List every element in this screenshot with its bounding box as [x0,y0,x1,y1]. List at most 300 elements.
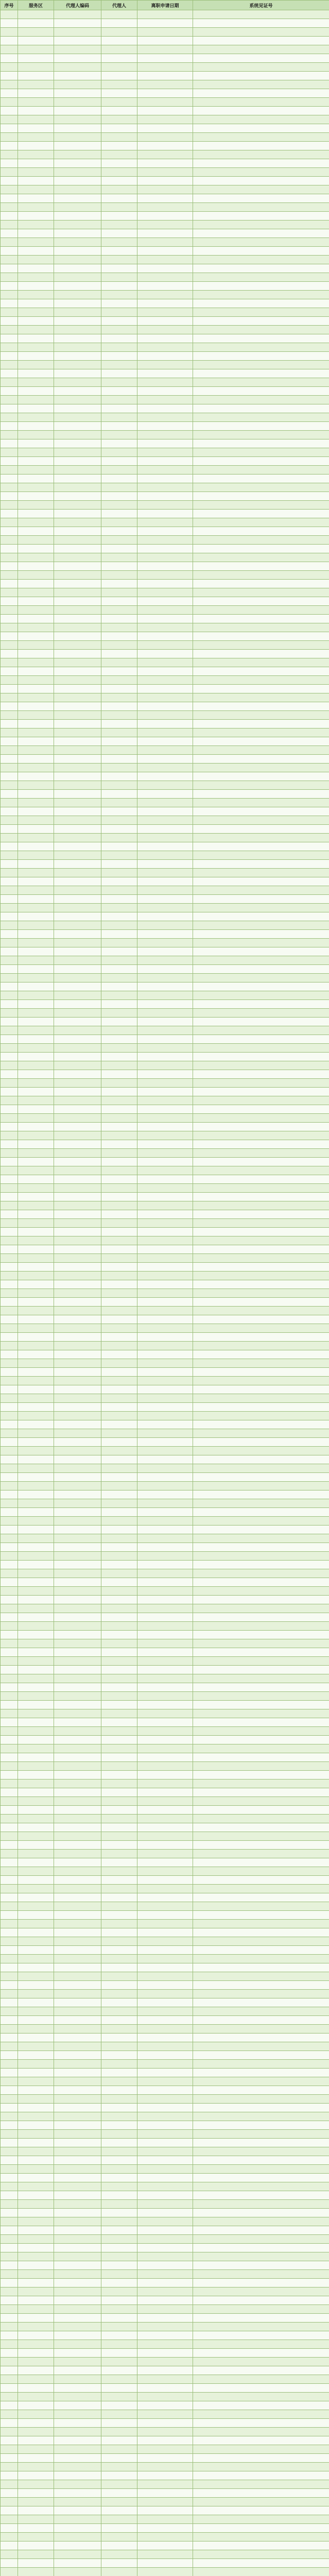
cell-service-area [18,2541,54,2550]
cell-agent-code [54,2235,101,2244]
cell-service-area [18,2069,54,2077]
cell-agent-code [54,299,101,308]
cell-index [1,343,18,352]
cell-resign-date [137,1105,193,1114]
cell-resign-date [137,816,193,825]
cell-service-area [18,2261,54,2270]
table-row [1,650,329,658]
cell-agent-name [101,2244,137,2252]
cell-resign-date [137,912,193,921]
table-row [1,1219,329,1228]
table-row [1,1666,329,1674]
cell-witness-no [193,1736,329,1744]
cell-resign-date [137,212,193,221]
cell-agent-code [54,860,101,869]
cell-agent-code [54,1780,101,1788]
cell-agent-code [54,2506,101,2515]
cell-index [1,1928,18,1937]
cell-resign-date [137,483,193,492]
cell-agent-name [101,194,137,203]
cell-resign-date [137,2515,193,2524]
table-row [1,1526,329,1534]
cell-index [1,107,18,115]
table-row [1,676,329,685]
cell-index [1,2445,18,2454]
cell-resign-date [137,1867,193,1876]
cell-service-area [18,1324,54,1333]
cell-index [1,45,18,54]
cell-index [1,1709,18,1718]
cell-witness-no [193,1788,329,1797]
cell-witness-no [193,2401,329,2410]
cell-agent-name [101,431,137,439]
cell-index [1,1464,18,1473]
cell-service-area [18,10,54,19]
cell-agent-code [54,361,101,369]
table-row [1,1490,329,1499]
table-row [1,2384,329,2393]
cell-service-area [18,334,54,343]
cell-resign-date [137,501,193,510]
cell-index [1,2524,18,2533]
table-row [1,2305,329,2314]
cell-witness-no [193,1464,329,1473]
cell-witness-no [193,1911,329,1920]
cell-witness-no [193,2252,329,2261]
cell-agent-code [54,492,101,501]
cell-resign-date [137,2323,193,2331]
table-row [1,221,329,229]
cell-agent-code [54,2191,101,2200]
cell-witness-no [193,2480,329,2489]
cell-witness-no [193,1534,329,1543]
cell-service-area [18,816,54,825]
cell-index [1,1079,18,1088]
cell-agent-name [101,1455,137,1464]
cell-agent-code [54,1657,101,1666]
cell-witness-no [193,834,329,842]
cell-resign-date [137,1053,193,1061]
cell-index [1,667,18,676]
table-row [1,1166,329,1175]
cell-agent-name [101,1166,137,1175]
cell-service-area [18,238,54,247]
cell-resign-date [137,369,193,378]
cell-resign-date [137,1228,193,1236]
cell-index [1,2069,18,2077]
cell-witness-no [193,886,329,895]
cell-agent-code [54,1368,101,1377]
table-row [1,2428,329,2436]
table-row [1,2086,329,2095]
cell-witness-no [193,1771,329,1780]
cell-service-area [18,2419,54,2428]
cell-resign-date [137,1210,193,1219]
table-row [1,1534,329,1543]
cell-witness-no [193,1420,329,1429]
cell-index [1,1044,18,1053]
cell-service-area [18,2086,54,2095]
cell-witness-no [193,326,329,334]
cell-index [1,1385,18,1394]
cell-agent-name [101,2498,137,2506]
cell-witness-no [193,1963,329,1972]
cell-service-area [18,1692,54,1701]
cell-agent-code [54,221,101,229]
cell-resign-date [137,939,193,947]
cell-index [1,238,18,247]
cell-witness-no [193,1044,329,1053]
cell-witness-no [193,877,329,886]
cell-resign-date [137,1920,193,1928]
cell-agent-name [101,1307,137,1315]
cell-agent-code [54,98,101,107]
cell-agent-code [54,1692,101,1701]
table-body [1,10,329,2576]
table-row [1,2349,329,2358]
table-row [1,1867,329,1876]
cell-index [1,2191,18,2200]
cell-agent-code [54,1131,101,1140]
cell-agent-name [101,1447,137,1455]
cell-index [1,1245,18,1254]
cell-index [1,387,18,396]
cell-service-area [18,1631,54,1639]
cell-index [1,1088,18,1096]
cell-agent-name [101,1683,137,1692]
cell-witness-no [193,764,329,772]
cell-agent-code [54,19,101,28]
table-row [1,1070,329,1079]
cell-agent-name [101,1368,137,1377]
cell-witness-no [193,1245,329,1254]
cell-service-area [18,1920,54,1928]
cell-witness-no [193,1990,329,1998]
table-row [1,142,329,150]
cell-agent-name [101,2165,137,2174]
cell-agent-name [101,1552,137,1561]
cell-agent-name [101,1026,137,1035]
cell-service-area [18,1867,54,1876]
cell-agent-name [101,185,137,194]
cell-agent-code [54,1280,101,1289]
cell-index [1,2498,18,2506]
cell-resign-date [137,676,193,685]
cell-witness-no [193,1070,329,1079]
cell-index [1,2568,18,2576]
cell-witness-no [193,807,329,816]
table-row [1,1114,329,1123]
cell-resign-date [137,2095,193,2104]
cell-resign-date [137,352,193,361]
cell-service-area [18,1858,54,1867]
cell-witness-no [193,510,329,518]
cell-service-area [18,1438,54,1447]
cell-resign-date [137,2524,193,2533]
cell-agent-code [54,2384,101,2393]
cell-resign-date [137,860,193,869]
cell-service-area [18,89,54,98]
cell-agent-code [54,2524,101,2533]
cell-agent-code [54,387,101,396]
cell-service-area [18,2270,54,2279]
cell-index [1,1569,18,1578]
cell-agent-code [54,317,101,326]
cell-witness-no [193,1955,329,1963]
cell-resign-date [137,221,193,229]
cell-service-area [18,1613,54,1622]
cell-index [1,1841,18,1850]
cell-service-area [18,1534,54,1543]
cell-service-area [18,1928,54,1937]
cell-agent-code [54,1526,101,1534]
cell-witness-no [193,2393,329,2401]
cell-service-area [18,2340,54,2349]
cell-agent-code [54,177,101,185]
cell-resign-date [137,1464,193,1473]
table-row [1,1832,329,1841]
table-row [1,1946,329,1955]
cell-index [1,1070,18,1079]
cell-agent-code [54,1613,101,1622]
cell-agent-name [101,1009,137,1018]
table-row [1,2016,329,2025]
cell-agent-code [54,728,101,737]
cell-witness-no [193,1053,329,1061]
table-row [1,1850,329,1858]
cell-service-area [18,2077,54,2086]
cell-agent-name [101,1053,137,1061]
cell-agent-name [101,1578,137,1587]
cell-service-area [18,2559,54,2568]
table-row [1,2139,329,2147]
table-row [1,755,329,764]
cell-resign-date [137,1447,193,1455]
cell-agent-name [101,1990,137,1998]
cell-index [1,1578,18,1587]
cell-agent-code [54,2296,101,2305]
cell-agent-code [54,921,101,930]
cell-index [1,1096,18,1105]
cell-service-area [18,299,54,308]
cell-agent-code [54,1245,101,1254]
cell-witness-no [193,1692,329,1701]
cell-agent-name [101,2051,137,2060]
cell-witness-no [193,2445,329,2454]
cell-index [1,790,18,799]
cell-resign-date [137,466,193,474]
cell-witness-no [193,1455,329,1464]
cell-agent-code [54,1184,101,1193]
cell-index [1,1105,18,1114]
cell-resign-date [137,1604,193,1613]
cell-agent-code [54,1885,101,1893]
cell-index [1,1648,18,1657]
cell-witness-no [193,1149,329,1158]
cell-service-area [18,1771,54,1780]
cell-service-area [18,1473,54,1482]
cell-resign-date [137,825,193,834]
cell-service-area [18,615,54,623]
table-row [1,1035,329,1044]
cell-index [1,1701,18,1709]
table-row [1,238,329,247]
cell-service-area [18,1140,54,1149]
cell-index [1,326,18,334]
cell-agent-name [101,2515,137,2524]
cell-service-area [18,947,54,956]
table-row [1,807,329,816]
cell-agent-name [101,1324,137,1333]
cell-service-area [18,124,54,133]
cell-resign-date [137,2139,193,2147]
table-row [1,1289,329,1298]
cell-agent-name [101,1333,137,1342]
cell-service-area [18,1272,54,1280]
table-row [1,229,329,238]
cell-service-area [18,571,54,580]
cell-resign-date [137,1902,193,1911]
table-row [1,2130,329,2139]
cell-resign-date [137,1298,193,1307]
table-row [1,1123,329,1131]
table-row [1,2314,329,2323]
cell-agent-code [54,2112,101,2121]
cell-index [1,1201,18,1210]
cell-index [1,1972,18,1981]
cell-index [1,142,18,150]
cell-agent-code [54,702,101,711]
cell-service-area [18,1166,54,1175]
cell-service-area [18,1508,54,1517]
table-row [1,693,329,702]
cell-agent-code [54,2419,101,2428]
cell-resign-date [137,2559,193,2568]
cell-resign-date [137,2287,193,2296]
cell-resign-date [137,588,193,597]
cell-index [1,1797,18,1806]
cell-index [1,2200,18,2209]
table-row [1,1858,329,1867]
cell-index [1,1482,18,1490]
table-row [1,816,329,825]
cell-index [1,588,18,597]
cell-service-area [18,1604,54,1613]
table-row [1,2112,329,2121]
table-row [1,2261,329,2270]
cell-agent-name [101,2174,137,2182]
cell-index [1,1990,18,1998]
table-row [1,45,329,54]
cell-resign-date [137,1403,193,1412]
table-row [1,956,329,965]
table-row [1,291,329,299]
table-row [1,1482,329,1490]
cell-agent-code [54,877,101,886]
cell-service-area [18,2042,54,2051]
cell-agent-name [101,562,137,571]
cell-resign-date [137,54,193,63]
table-row [1,1350,329,1359]
cell-resign-date [137,343,193,352]
cell-service-area [18,921,54,930]
cell-index [1,1254,18,1263]
cell-witness-no [193,1473,329,1482]
cell-service-area [18,1780,54,1788]
cell-agent-code [54,2498,101,2506]
cell-witness-no [193,10,329,19]
cell-resign-date [137,203,193,212]
cell-index [1,851,18,860]
cell-index [1,185,18,194]
cell-service-area [18,133,54,142]
cell-index [1,483,18,492]
cell-service-area [18,2226,54,2235]
cell-witness-no [193,676,329,685]
cell-index [1,912,18,921]
table-row [1,2541,329,2550]
cell-index [1,632,18,641]
cell-agent-code [54,1683,101,1692]
cell-resign-date [137,1508,193,1517]
table-row [1,1744,329,1753]
cell-agent-code [54,772,101,781]
cell-agent-name [101,860,137,869]
cell-service-area [18,1788,54,1797]
cell-agent-name [101,1070,137,1079]
cell-agent-code [54,150,101,159]
cell-agent-code [54,615,101,623]
table-row [1,1315,329,1324]
cell-resign-date [137,1499,193,1508]
cell-index [1,685,18,693]
cell-resign-date [137,1420,193,1429]
table-row [1,1359,329,1368]
cell-service-area [18,545,54,553]
cell-agent-code [54,2436,101,2445]
cell-witness-no [193,413,329,422]
cell-index [1,1289,18,1298]
cell-index [1,334,18,343]
table-row [1,203,329,212]
table-row [1,834,329,842]
table-row [1,886,329,895]
cell-agent-name [101,291,137,299]
cell-witness-no [193,1254,329,1263]
table-row [1,1823,329,1832]
cell-witness-no [193,1210,329,1219]
cell-agent-name [101,2077,137,2086]
cell-agent-name [101,877,137,886]
cell-index [1,1455,18,1464]
cell-resign-date [137,273,193,282]
cell-witness-no [193,168,329,177]
cell-witness-no [193,702,329,711]
cell-witness-no [193,842,329,851]
table-row [1,2156,329,2165]
cell-service-area [18,1263,54,1272]
cell-service-area [18,1753,54,1762]
cell-service-area [18,317,54,326]
cell-agent-name [101,299,137,308]
cell-witness-no [193,772,329,781]
cell-agent-name [101,982,137,991]
cell-index [1,2436,18,2445]
table-row [1,580,329,588]
table-row [1,72,329,80]
cell-agent-name [101,816,137,825]
cell-agent-code [54,2051,101,2060]
